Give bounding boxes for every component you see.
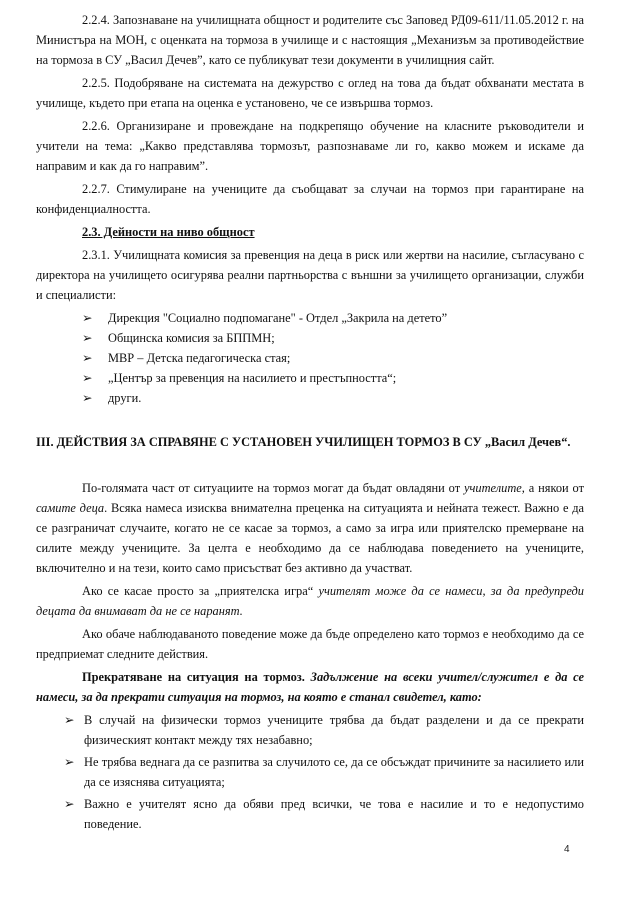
arrow-bullet-icon: ➢ xyxy=(64,713,75,727)
arrow-bullet-icon: ➢ xyxy=(64,755,75,769)
paragraph-2-2-5: 2.2.5. Подобряване на системата на дежурство с оглед на това да бъдат обхванати местата в училище, където при етапа на оценка е установено, че се извършва тормоз. xyxy=(36,76,584,110)
arrow-bullet-icon: ➢ xyxy=(82,371,93,385)
list-item: ➢ Не трябва веднага да се разпитва за случилото се, да се обсъждат причините за насилието или да се изяснява ситуацията; xyxy=(36,752,584,792)
list-item: ➢ В случай на физически тормоз учениците трябва да бъдат разделени и да се прекрати физическият контакт между тях незабавно; xyxy=(36,710,584,750)
actions-list xyxy=(36,710,584,834)
document-page xyxy=(36,10,584,836)
arrow-bullet-icon: ➢ xyxy=(82,331,93,345)
arrow-bullet-icon: ➢ xyxy=(82,391,93,405)
list-item: ➢ Дирекция "Социално подпомагане" - Отдел „Закрила на детето” xyxy=(36,308,584,328)
list-item: ➢ МВР – Детска педагогическа стая; xyxy=(36,348,584,368)
paragraph-observed-behavior: Ако обаче наблюдаваното поведение може да бъде определено като тормоз е необходимо да се предприемат следните действия. xyxy=(36,627,584,661)
arrow-bullet-icon: ➢ xyxy=(82,311,93,325)
list-item: ➢ Общинска комисия за БППМН; xyxy=(36,328,584,348)
paragraph-friendly-game: Ако се касае просто за „приятелска игра“ учителят може да се намеси, за да предупреди децата да внимават да не се наранят. xyxy=(36,584,584,618)
section-heading-2-3 xyxy=(82,222,584,242)
paragraph-stop-bullying: Прекратяване на ситуация на тормоз. Задължение на всеки учител/служител е да се намеси, за да прекрати ситуация на тормоз, на която е станал свидетел, като: xyxy=(36,670,584,704)
paragraph-2-2-4: 2.2.4. Запознаване на училищната общност и родителите със Заповед РД09-611/11.05.2012 г. на Министъра на МОН, с оценката на тормоза в училище и с настоящия „Механизъм за противодействие на тормоза в СУ „Васил Дечев”, като се публикуват тези документи в училищния сайт. xyxy=(36,13,584,67)
paragraph-2-3-1: 2.3.1. Училищната комисия за превенция на деца в риск или жертви на насилие, съгласувано с директора на училището осигурява реални партньорства с външни за училището организации, служби и специалисти: xyxy=(36,248,584,302)
list-item: ➢ други. xyxy=(36,388,584,408)
section-heading-3: III. ДЕЙСТВИЯ ЗА СПРАВЯНЕ С УСТАНОВЕН УЧИЛИЩЕН ТОРМОЗ В СУ „Васил Дечев“. xyxy=(36,435,571,449)
arrow-bullet-icon: ➢ xyxy=(64,797,75,811)
arrow-bullet-icon: ➢ xyxy=(82,351,93,365)
paragraph-2-2-7: 2.2.7. Стимулиране на учениците да съобщават за случаи на тормоз при гарантиране на конфиденциалността. xyxy=(36,182,584,216)
page-number: 4 xyxy=(564,844,570,855)
partners-list xyxy=(36,308,584,408)
paragraph-intro: По-голямата част от ситуациите на тормоз могат да бъдат овладяни от учителите, а някои от самите деца. Всяка намеса изисква внимателна преценка на ситуацията и нейната тежест. Важно е да се разграничат случаите, когато не се касае за тормоз, а само за игра или приятелско премерване на силите между учениците. За целта е необходимо да се наблюдава поведението на учениците, включително и на тези, които само присъстват без активно да участват. xyxy=(36,481,585,575)
section-heading-2-3-text: 2.3. Дейности на ниво общност xyxy=(82,225,255,239)
list-item: ➢ Важно е учителят ясно да обяви пред всички, че това е насилие и то е недопустимо поведение. xyxy=(36,794,584,834)
list-item: ➢ „Център за превенция на насилието и престъпността“; xyxy=(36,368,584,388)
paragraph-2-2-6: 2.2.6. Организиране и провеждане на подкрепящо обучение на класните ръководители и учители на тема: „Какво представлява тормозът, разпознаваме ли го, какво можем и искаме да направим и как да го направим”. xyxy=(36,119,584,173)
